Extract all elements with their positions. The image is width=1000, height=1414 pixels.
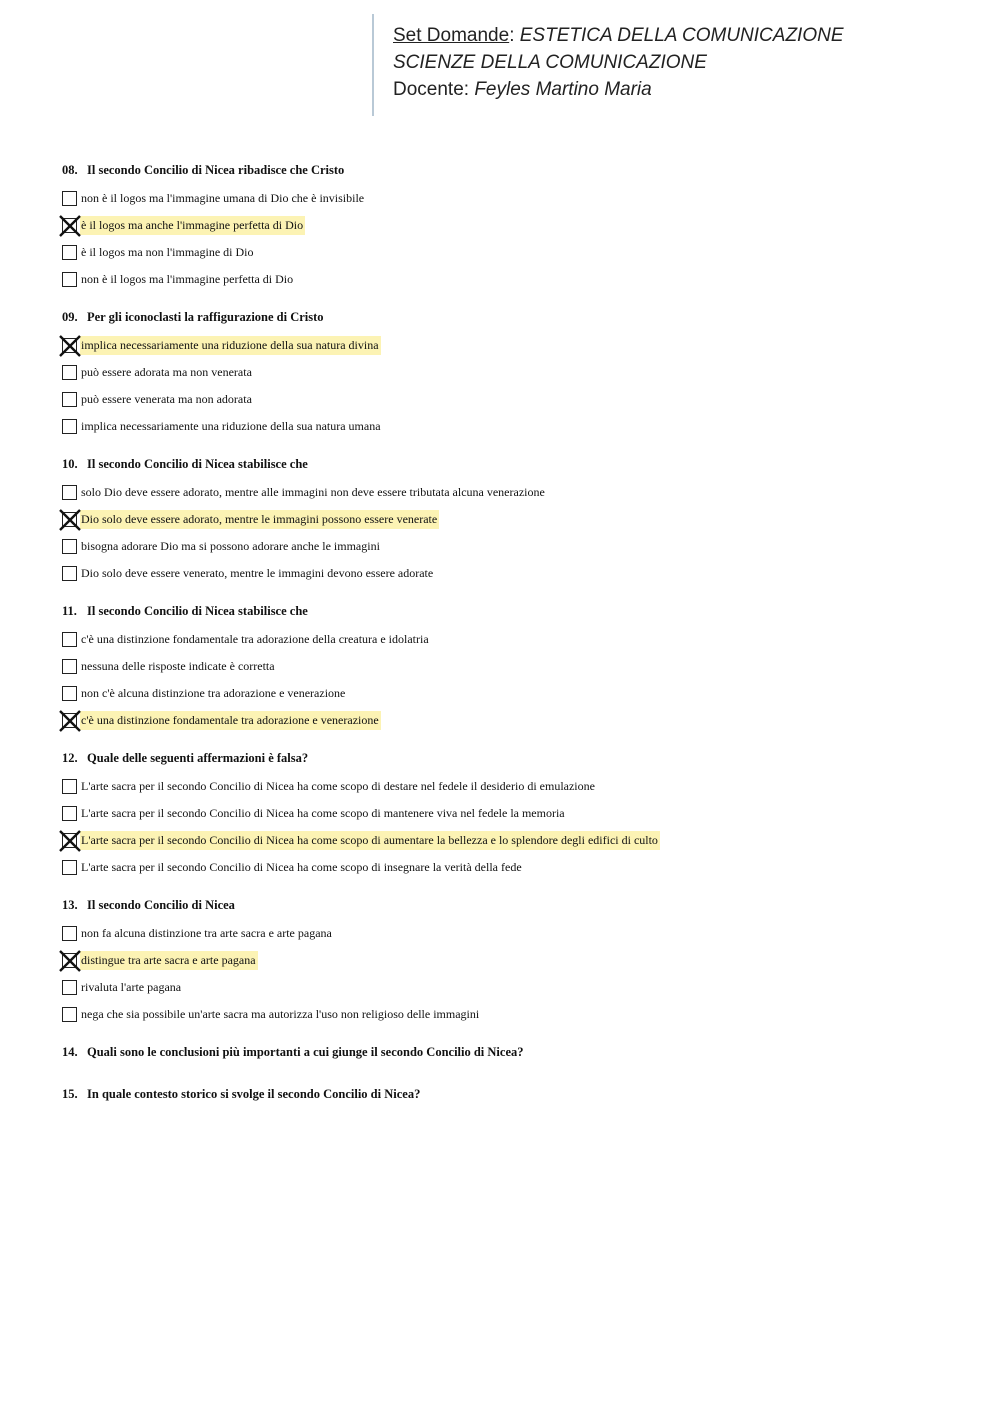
- cross-mark-icon: [58, 334, 82, 358]
- header-divider: [372, 14, 374, 116]
- answer-text: implica necessariamente una riduzione della sua natura divina: [80, 336, 381, 355]
- answer-checkbox[interactable]: [62, 779, 77, 794]
- answer-text: rivaluta l'arte pagana: [81, 980, 182, 994]
- question-text: Il secondo Concilio di Nicea stabilisce che: [87, 604, 308, 618]
- course-line: [393, 22, 844, 49]
- answer-checkbox[interactable]: [62, 833, 77, 848]
- answer-option-selected: [62, 827, 962, 854]
- answer-option: [62, 185, 962, 212]
- answer-checkbox[interactable]: [62, 485, 77, 500]
- answer-checkbox[interactable]: [62, 860, 77, 875]
- set-colon: :: [509, 25, 515, 46]
- question-number: 11.: [62, 604, 77, 618]
- answer-text: Dio solo deve essere adorato, mentre le immagini possono essere venerate: [80, 510, 439, 529]
- answer-text: L'arte sacra per il secondo Concilio di Nicea ha come scopo di insegnare la verità della fede: [81, 860, 522, 874]
- answer-text: solo Dio deve essere adorato, mentre alle immagini non deve essere tributata alcuna venerazione: [81, 485, 545, 499]
- question-text: Il secondo Concilio di Nicea stabilisce che: [87, 457, 308, 471]
- question-title: [62, 307, 962, 327]
- answer-text: L'arte sacra per il secondo Concilio di Nicea ha come scopo di destare nel fedele il desiderio di emulazione: [81, 779, 595, 793]
- answer-option: [62, 974, 962, 1001]
- page-top-mark: [488, 0, 512, 3]
- answer-checkbox[interactable]: [62, 686, 77, 701]
- answer-checkbox[interactable]: [62, 659, 77, 674]
- question-block: [62, 895, 962, 1028]
- answer-text: L'arte sacra per il secondo Concilio di Nicea ha come scopo di aumentare la bellezza e lo splendore degli edifici di culto: [80, 831, 660, 850]
- answer-option: [62, 1001, 962, 1028]
- answer-checkbox[interactable]: [62, 539, 77, 554]
- answer-text: può essere venerata ma non adorata: [81, 392, 252, 406]
- answer-option: [62, 626, 962, 653]
- answer-checkbox[interactable]: [62, 218, 77, 233]
- question-title: [62, 748, 962, 768]
- answer-option: [62, 920, 962, 947]
- answer-text: non c'è alcuna distinzione tra adorazione e venerazione: [81, 686, 346, 700]
- answer-text: bisogna adorare Dio ma si possono adorare anche le immagini: [81, 539, 380, 553]
- question-number: 13.: [62, 898, 78, 912]
- answer-option: [62, 386, 962, 413]
- open-question: [62, 1042, 962, 1062]
- cross-mark-icon: [58, 949, 82, 973]
- answer-text: nega che sia possibile un'arte sacra ma autorizza l'uso non religioso delle immagini: [81, 1007, 480, 1021]
- cross-mark-icon: [58, 508, 82, 532]
- question-text: Per gli iconoclasti la raffigurazione di Cristo: [87, 310, 324, 324]
- question-block: [62, 748, 962, 881]
- answer-option: [62, 413, 962, 440]
- answer-checkbox[interactable]: [62, 632, 77, 647]
- answer-option: [62, 800, 962, 827]
- question-block: [62, 601, 962, 734]
- answer-option-selected: [62, 707, 962, 734]
- answer-checkbox[interactable]: [62, 926, 77, 941]
- set-label: Set Domande: [393, 25, 510, 46]
- teacher-line: [393, 76, 844, 103]
- answer-checkbox[interactable]: [62, 953, 77, 968]
- answer-option: [62, 854, 962, 881]
- answer-checkbox[interactable]: [62, 806, 77, 821]
- question-number: 12.: [62, 751, 78, 765]
- answer-text: non è il logos ma l'immagine perfetta di Dio: [81, 272, 294, 286]
- answer-checkbox[interactable]: [62, 245, 77, 260]
- answer-option: [62, 266, 962, 293]
- question-block: [62, 454, 962, 587]
- question-text: Quale delle seguenti affermazioni è falsa?: [87, 751, 309, 765]
- answer-option: [62, 653, 962, 680]
- answer-option: [62, 239, 962, 266]
- answer-checkbox[interactable]: [62, 713, 77, 728]
- degree-name: SCIENZE DELLA COMUNICAZIONE: [393, 52, 707, 73]
- answer-checkbox[interactable]: [62, 392, 77, 407]
- question-number: 14.: [62, 1045, 78, 1059]
- open-question: [62, 1084, 962, 1104]
- cross-mark-icon: [58, 829, 82, 853]
- question-text: Quali sono le conclusioni più importanti a cui giunge il secondo Concilio di Nicea?: [87, 1045, 524, 1059]
- teacher-name: Feyles Martino Maria: [474, 79, 652, 100]
- teacher-label: Docente:: [393, 79, 470, 100]
- answer-checkbox[interactable]: [62, 365, 77, 380]
- question-title: [62, 160, 962, 180]
- answer-option-selected: [62, 212, 962, 239]
- question-text: In quale contesto storico si svolge il secondo Concilio di Nicea?: [87, 1087, 421, 1101]
- answer-text: L'arte sacra per il secondo Concilio di Nicea ha come scopo di mantenere viva nel fedele la memoria: [81, 806, 565, 820]
- document-header: [393, 22, 844, 103]
- course-title: ESTETICA DELLA COMUNICAZIONE: [519, 25, 844, 46]
- answer-checkbox[interactable]: [62, 272, 77, 287]
- question-number: 09.: [62, 310, 78, 324]
- answer-option: [62, 359, 962, 386]
- answer-text: è il logos ma non l'immagine di Dio: [81, 245, 254, 259]
- answer-checkbox[interactable]: [62, 191, 77, 206]
- answer-text: nessuna delle risposte indicate è corretta: [81, 659, 275, 673]
- answer-text: non fa alcuna distinzione tra arte sacra e arte pagana: [81, 926, 332, 940]
- question-block: [62, 160, 962, 293]
- question-number: 15.: [62, 1087, 78, 1101]
- question-block: [62, 307, 962, 440]
- answer-checkbox[interactable]: [62, 512, 77, 527]
- answer-checkbox[interactable]: [62, 419, 77, 434]
- answer-text: distingue tra arte sacra e arte pagana: [80, 951, 258, 970]
- question-title: [62, 601, 962, 621]
- answer-option: [62, 479, 962, 506]
- answer-option-selected: [62, 506, 962, 533]
- answer-option: [62, 773, 962, 800]
- question-text: Il secondo Concilio di Nicea ribadisce che Cristo: [87, 163, 345, 177]
- cross-mark-icon: [58, 709, 82, 733]
- answer-text: c'è una distinzione fondamentale tra adorazione della creatura e idolatria: [81, 632, 429, 646]
- answer-text: implica necessariamente una riduzione della sua natura umana: [81, 419, 381, 433]
- answer-text: può essere adorata ma non venerata: [81, 365, 252, 379]
- answer-checkbox[interactable]: [62, 338, 77, 353]
- question-number: 08.: [62, 163, 78, 177]
- answer-text: non è il logos ma l'immagine umana di Dio che è invisibile: [81, 191, 365, 205]
- question-number: 10.: [62, 457, 78, 471]
- answer-checkbox[interactable]: [62, 566, 77, 581]
- question-title: [62, 454, 962, 474]
- answer-option-selected: [62, 332, 962, 359]
- cross-mark-icon: [58, 214, 82, 238]
- answer-text: è il logos ma anche l'immagine perfetta di Dio: [80, 216, 305, 235]
- answer-text: Dio solo deve essere venerato, mentre le immagini devono essere adorate: [81, 566, 434, 580]
- question-text: Il secondo Concilio di Nicea: [87, 898, 235, 912]
- question-list: [62, 160, 962, 1126]
- question-title: [62, 895, 962, 915]
- answer-checkbox[interactable]: [62, 1007, 77, 1022]
- answer-text: c'è una distinzione fondamentale tra adorazione e venerazione: [80, 711, 381, 730]
- answer-option: [62, 680, 962, 707]
- answer-option: [62, 560, 962, 587]
- answer-option-selected: [62, 947, 962, 974]
- answer-option: [62, 533, 962, 560]
- answer-checkbox[interactable]: [62, 980, 77, 995]
